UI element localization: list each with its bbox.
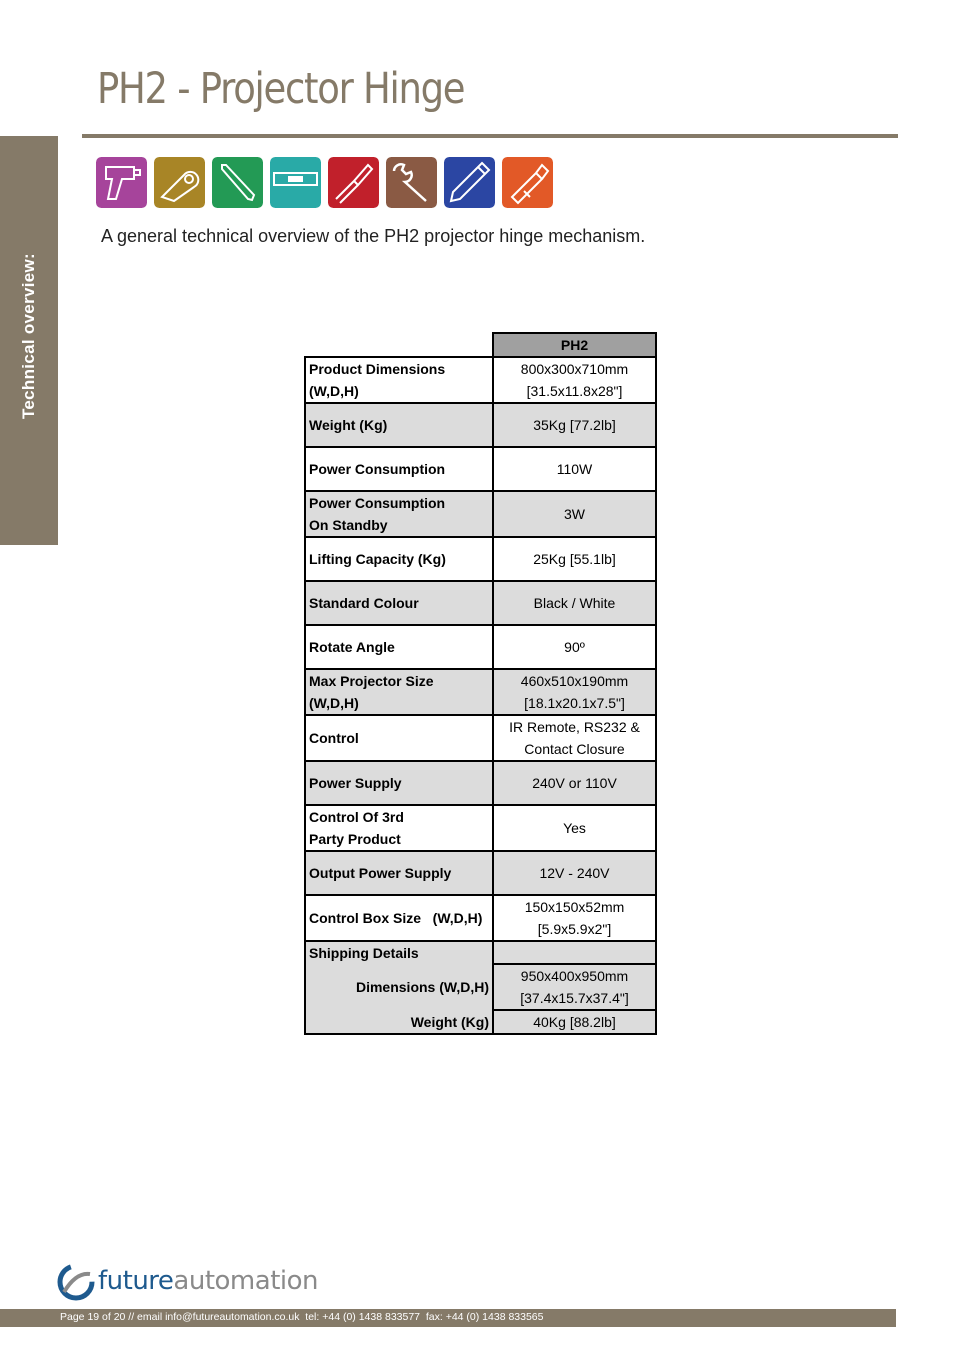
side-tab-label: Technical overview: bbox=[19, 252, 38, 420]
spec-label: Rotate Angle bbox=[305, 625, 493, 669]
drill-icon bbox=[96, 157, 147, 208]
spec-value: IR Remote, RS232 & Contact Closure bbox=[493, 715, 656, 761]
footer-contact-text: Page 19 of 20 // email info@futureautomation.co.uk tel: +44 (0) 1438 833577 fax: +44 (0) 1438 833565 bbox=[60, 1311, 544, 1323]
caulk-gun-icon bbox=[502, 157, 553, 208]
spec-label: Power Consumption bbox=[305, 447, 493, 491]
shipping-dimensions-label: Dimensions (W,D,H) bbox=[305, 964, 493, 1010]
spec-value: 460x510x190mm [18.1x20.1x7.5"] bbox=[493, 669, 656, 715]
logo-word-future: future bbox=[98, 1266, 174, 1296]
spec-value: 35Kg [77.2lb] bbox=[493, 403, 656, 447]
spec-value: 90º bbox=[493, 625, 656, 669]
spec-label: Weight (Kg) bbox=[305, 403, 493, 447]
model-header: PH2 bbox=[493, 333, 656, 357]
spec-value: Black / White bbox=[493, 581, 656, 625]
logo-word-automation: automation bbox=[173, 1266, 318, 1296]
shipping-heading-value bbox=[493, 941, 656, 964]
spec-value: 150x150x52mm [5.9x5.9x2"] bbox=[493, 895, 656, 941]
shipping-heading: Shipping Details bbox=[305, 941, 493, 964]
spec-value: 800x300x710mm [31.5x11.8x28"] bbox=[493, 357, 656, 403]
spec-table bbox=[304, 332, 657, 1035]
spec-value: Yes bbox=[493, 805, 656, 851]
side-tab bbox=[0, 136, 58, 545]
spec-value: 240V or 110V bbox=[493, 761, 656, 805]
spec-value: 110W bbox=[493, 447, 656, 491]
spirit-level-icon bbox=[270, 157, 321, 208]
spec-value: 3W bbox=[493, 491, 656, 537]
spec-label: Power Consumption On Standby bbox=[305, 491, 493, 537]
spec-label: Control Box Size (W,D,H) bbox=[305, 895, 493, 941]
spec-label: Control Of 3rd Party Product bbox=[305, 805, 493, 851]
page-title: PH2 - Projector Hinge bbox=[97, 64, 465, 114]
spec-label: Power Supply bbox=[305, 761, 493, 805]
company-logo-text bbox=[98, 1266, 318, 1296]
wrench-icon bbox=[386, 157, 437, 208]
intro-text: A general technical overview of the PH2 projector hinge mechanism. bbox=[101, 226, 646, 246]
spec-value: 25Kg [55.1lb] bbox=[493, 537, 656, 581]
spec-label: Max Projector Size (W,D,H) bbox=[305, 669, 493, 715]
shipping-dimensions-value: 950x400x950mm [37.4x15.7x37.4"] bbox=[493, 964, 656, 1010]
spec-label: Standard Colour bbox=[305, 581, 493, 625]
title-divider bbox=[82, 134, 898, 138]
footer-bar bbox=[0, 1309, 896, 1327]
spec-label: Lifting Capacity (Kg) bbox=[305, 537, 493, 581]
tape-measure-icon bbox=[154, 157, 205, 208]
table-corner bbox=[305, 333, 493, 357]
spec-label: Control bbox=[305, 715, 493, 761]
shipping-weight-value: 40Kg [88.2lb] bbox=[493, 1010, 656, 1034]
spec-label: Product Dimensions (W,D,H) bbox=[305, 357, 493, 403]
company-logo-icon bbox=[56, 1262, 96, 1302]
pencil-icon bbox=[444, 157, 495, 208]
allen-key-icon bbox=[212, 157, 263, 208]
screwdriver-icon bbox=[328, 157, 379, 208]
spec-label: Output Power Supply bbox=[305, 851, 493, 895]
spec-value: 12V - 240V bbox=[493, 851, 656, 895]
shipping-weight-label: Weight (Kg) bbox=[305, 1010, 493, 1034]
